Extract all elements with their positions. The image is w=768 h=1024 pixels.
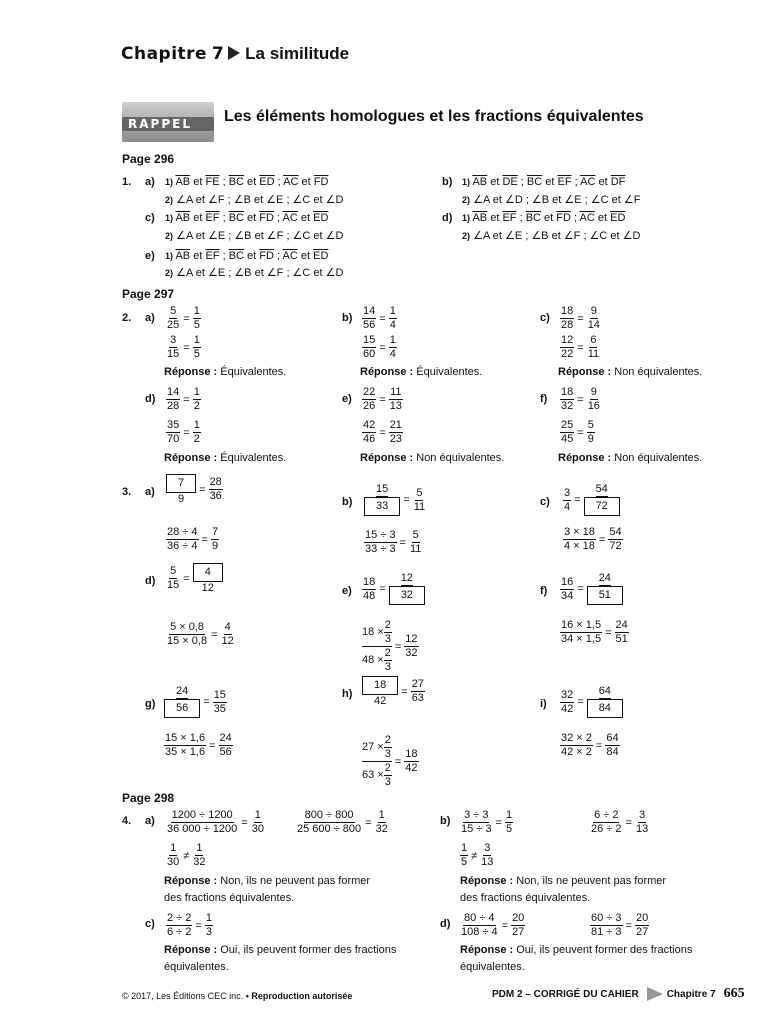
- equals-sign: =: [183, 426, 190, 439]
- q3h-label: h): [342, 688, 353, 700]
- q4a-answer-line-2: des fractions équivalentes.: [164, 892, 295, 904]
- q1e-line2: 2) ∠A et ∠E ; ∠B et ∠F ; ∠C et ∠D: [165, 267, 344, 279]
- answer-box: 7: [166, 474, 196, 493]
- q4d-label: d): [440, 918, 451, 930]
- fraction: $\frac{2}{3}$: [384, 619, 391, 645]
- q3f-label: f): [540, 585, 548, 597]
- q2e-equation-2: [362, 420, 403, 445]
- fraction: $\frac{12}{22}$: [561, 334, 574, 360]
- q2f-answer: Réponse : Non équivalentes.: [558, 452, 703, 464]
- fraction: $\frac{3}{4}$: [564, 486, 571, 513]
- q2e-label: e): [342, 393, 352, 405]
- fraction: $\frac{14}{28}$: [167, 386, 180, 412]
- rappel-badge-text: RAPPEL: [128, 117, 192, 131]
- q1b-label: b): [442, 176, 453, 188]
- q2b-answer: Réponse : Équivalentes.: [360, 366, 483, 378]
- answer-box: 84: [587, 699, 623, 718]
- q3c-label: c): [540, 496, 550, 508]
- fraction: $\frac{5}{11}$: [413, 486, 426, 513]
- chapter-word: Chapitre: [121, 44, 208, 64]
- equals-sign: =: [183, 393, 190, 406]
- fraction: $\frac{24}{56}$: [219, 732, 232, 758]
- fraction: $\frac{1}{5}$: [193, 334, 200, 360]
- fraction: $\frac{20}{27}$: [512, 912, 525, 938]
- q2e-answer: Réponse : Non équivalentes.: [360, 452, 505, 464]
- q2b-equation-2: [362, 335, 397, 360]
- equals-sign: =: [577, 341, 584, 354]
- fraction: $\frac{20}{27}$: [635, 912, 649, 938]
- equals-sign: =: [209, 739, 216, 752]
- q4c-equation: [166, 913, 213, 938]
- fraction: $\frac{5}{9}$: [587, 419, 594, 445]
- equals-sign: =: [595, 739, 603, 752]
- fraction-boxed-denominator: $\frac{15}{33}$: [364, 484, 400, 516]
- footer-copyright: © 2017, Les Éditions CEC inc. • Reproduction autorisée: [122, 991, 353, 1001]
- triangle-arrow-icon: [228, 46, 240, 60]
- not-equal-sign: ≠: [471, 849, 478, 862]
- fraction: $\frac{1}{5}$: [505, 809, 513, 835]
- fraction: $\frac{5}{15}$: [167, 565, 180, 591]
- fraction: $\frac{16}{34}$: [561, 575, 574, 602]
- q3i-label: i): [540, 698, 547, 710]
- q1c-line2: 2) ∠A et ∠E ; ∠B et ∠F ; ∠C et ∠D: [165, 230, 344, 242]
- q4a-label: a): [145, 815, 155, 827]
- answer-box: 18: [362, 676, 398, 695]
- q1b-line1: 1) $\overline{AB}$ et $\overline{DE}$ ; $\overline{BC}$ et $\overline{EF}$ ; $\overline{AC}$ et $\overline{DF}$: [462, 176, 626, 188]
- fraction: $\frac{6}{11}$: [587, 334, 600, 360]
- q2c-label: c): [540, 312, 550, 324]
- fraction: $\frac{7}{9}$: [211, 526, 219, 552]
- q4d-answer-line-2: équivalentes.: [460, 961, 525, 973]
- equals-sign: =: [394, 755, 402, 768]
- q3h-calculation: [362, 735, 419, 788]
- page-296-label: Page 296: [122, 152, 175, 166]
- fraction: $\frac{21}{23}$: [389, 419, 402, 445]
- fraction: $\frac{4}{12}$: [221, 621, 234, 647]
- equals-sign: =: [183, 312, 190, 325]
- page-297-label: Page 297: [122, 287, 175, 301]
- equals-sign: =: [625, 816, 632, 829]
- fraction: $\frac{1}{4}$: [389, 334, 396, 360]
- equals-sign: =: [183, 572, 190, 585]
- q2f-equation-1: [560, 387, 601, 412]
- footer-right: [492, 986, 745, 1002]
- chapter-header: [121, 44, 349, 64]
- fraction-boxed-denominator: $\frac{54}{72}$: [584, 484, 620, 516]
- q1d-line2: 2) ∠A et ∠E ; ∠B et ∠F ; ∠C et ∠D: [462, 230, 641, 242]
- equals-sign: =: [211, 628, 218, 641]
- compound-fraction: 18 × $\frac{2}{3}$ 48 × $\frac{2}{3}$: [362, 619, 391, 673]
- fraction: $\frac{5}{25}$: [167, 305, 180, 331]
- equals-sign: =: [577, 583, 584, 595]
- equals-sign: =: [605, 626, 612, 639]
- fraction: $\frac{18}{48}$: [363, 575, 376, 602]
- question-1-number: 1.: [122, 176, 132, 188]
- fraction-boxed-denominator: $\frac{12}{32}$: [389, 573, 425, 605]
- q2c-equation-2: [560, 335, 600, 360]
- fraction-boxed-denominator: $\frac{24}{56}$: [164, 686, 200, 718]
- fraction: $\frac{60 \div 3}{81 \div 3}$: [591, 912, 622, 938]
- equals-sign: =: [379, 312, 386, 325]
- fraction: $\frac{16 \times 1,5}{34 \times 1,5}$: [561, 619, 602, 645]
- q4c-label: c): [145, 918, 155, 930]
- q1b-line2: 2) ∠A et ∠D ; ∠B et ∠E ; ∠C et ∠F: [462, 194, 641, 206]
- q3i-calculation: [560, 733, 620, 758]
- fraction: $\frac{1}{5}$: [193, 305, 200, 331]
- equals-sign: =: [598, 533, 606, 546]
- q3b-calculation: [364, 530, 422, 555]
- fraction: $\frac{3}{15}$: [167, 334, 180, 360]
- equals-sign: =: [577, 696, 584, 708]
- q3h-equation: [362, 676, 425, 707]
- fraction: $\frac{22}{26}$: [363, 386, 376, 412]
- fraction: $\frac{800 \div 800}{25 600 \div 800}$: [297, 809, 362, 835]
- answer-box: 72: [584, 497, 620, 516]
- q3d-equation: [166, 563, 223, 594]
- q4c-answer-line-2: équivalentes.: [164, 961, 229, 973]
- q3d-label: d): [145, 575, 156, 587]
- q3d-calculation: [166, 622, 235, 647]
- fraction: $\frac{80 \div 4}{108 \div 4}$: [461, 912, 498, 938]
- equals-sign: =: [365, 816, 372, 829]
- q3f-equation: [560, 573, 623, 605]
- q3c-calculation: [563, 527, 623, 552]
- fraction: $\frac{1}{4}$: [389, 305, 396, 331]
- answer-box: 33: [364, 497, 400, 516]
- q2a-equation-2: [166, 335, 201, 360]
- q4a-equation-1: [166, 810, 265, 835]
- equals-sign: =: [201, 533, 208, 546]
- fraction: $\frac{11}{13}$: [389, 386, 402, 412]
- fraction-boxed-denominator: $\frac{24}{51}$: [587, 573, 623, 605]
- fraction: $\frac{1}{30}$: [251, 809, 264, 835]
- footer-page-number: 665: [723, 986, 745, 1001]
- fraction: $\frac{24}{51}$: [615, 619, 628, 645]
- fraction: $\frac{9}{14}$: [587, 305, 600, 331]
- fraction: $\frac{9}{16}$: [587, 386, 600, 412]
- fraction: $\frac{1}{2}$: [193, 419, 200, 445]
- answer-box: 51: [587, 586, 623, 605]
- equals-sign: =: [577, 312, 584, 325]
- footer-arrow-icon: [647, 987, 663, 1001]
- q3g-label: g): [145, 698, 156, 710]
- fraction-boxed-numerator: $\frac{4}{12}$: [193, 563, 223, 594]
- fraction: $\frac{5}{11}$: [409, 529, 422, 555]
- fraction: $\frac{3}{13}$: [635, 809, 649, 835]
- q3b-label: b): [342, 496, 353, 508]
- equals-sign: =: [495, 816, 502, 829]
- fraction: $\frac{42}{46}$: [363, 419, 376, 445]
- q3b-equation: [364, 484, 426, 516]
- q2a-equation-1: [166, 306, 201, 331]
- fraction: $\frac{2}{3}$: [384, 762, 391, 788]
- q2d-equation-2: [166, 420, 201, 445]
- fraction: $\frac{18}{28}$: [561, 305, 574, 331]
- chapter-title: La similitude: [245, 44, 350, 63]
- q1e-label: e): [145, 250, 155, 262]
- q4b-label: b): [440, 815, 451, 827]
- fraction: $\frac{2}{3}$: [384, 734, 391, 760]
- fraction-boxed-denominator: $\frac{64}{84}$: [587, 686, 623, 718]
- q2d-equation-1: [166, 387, 201, 412]
- fraction: $\frac{15 \times 1,6}{35 \times 1,6}$: [165, 732, 206, 758]
- q2b-equation-1: [362, 306, 397, 331]
- equals-sign: =: [183, 341, 190, 354]
- fraction: $\frac{15}{35}$: [213, 688, 226, 715]
- q2a-answer: Réponse : Équivalentes.: [164, 366, 287, 378]
- fraction: $\frac{32 \times 2}{42 \times 2}$: [561, 732, 592, 758]
- q4d-answer-line-1: Réponse : Oui, ils peuvent former des fractions: [460, 944, 693, 956]
- fraction-boxed-numerator: $\frac{7}{9}$: [166, 474, 196, 505]
- fraction: $\frac{2 \div 2}{6 \div 2}$: [167, 912, 192, 938]
- equals-sign: =: [401, 685, 408, 698]
- q3e-label: e): [342, 585, 352, 597]
- fraction: $\frac{3 \div 3}{15 \div 3}$: [461, 809, 492, 835]
- fraction: $\frac{35}{70}$: [167, 419, 180, 445]
- q2c-answer: Réponse : Non équivalentes.: [558, 366, 703, 378]
- q2e-equation-1: [362, 387, 403, 412]
- fraction: $\frac{6 \div 2}{26 \div 2}$: [591, 809, 622, 835]
- q3a-calculation: [166, 527, 219, 552]
- q3e-calculation: [362, 620, 419, 673]
- fraction: $\frac{18}{32}$: [561, 386, 574, 412]
- fraction: 1 30: [167, 842, 180, 868]
- equals-sign: =: [199, 483, 206, 496]
- equals-sign: =: [379, 341, 386, 354]
- fraction: 1 5: [461, 842, 468, 868]
- fraction: $\frac{15}{60}$: [363, 334, 376, 360]
- fraction: $\frac{28 \div 4}{36 \div 4}$: [167, 526, 198, 552]
- fraction: $\frac{32}{42}$: [561, 688, 574, 715]
- rappel-title: Les éléments homologues et les fractions équivalentes: [224, 108, 644, 125]
- fraction: $\frac{12}{32}$: [405, 633, 418, 659]
- fraction: $\frac{1}{2}$: [193, 386, 200, 412]
- fraction: $\frac{25}{45}$: [561, 419, 574, 445]
- equals-sign: =: [379, 426, 386, 439]
- q2f-label: f): [540, 393, 548, 405]
- fraction: $\frac{1}{32}$: [375, 809, 388, 835]
- equals-sign: =: [394, 640, 402, 653]
- q1c-label: c): [145, 212, 155, 224]
- q1d-label: d): [442, 212, 453, 224]
- q1c-line1: 1) $\overline{AB}$ et $\overline{EF}$ ; $\overline{BC}$ et $\overline{FD}$ ; $\overline{AC}$ et $\overline{ED}$: [165, 212, 329, 224]
- q1d-line1: 1) $\overline{AB}$ et $\overline{EF}$ ; $\overline{BC}$ et $\overline{FD}$ ; $\overline{AC}$ et $\overline{ED}$: [462, 212, 626, 224]
- q3c-equation: [563, 484, 620, 516]
- equals-sign: =: [379, 583, 386, 595]
- equals-sign: =: [379, 393, 386, 406]
- footer-book: PDM 2 – CORRIGÉ DU CAHIER: [492, 988, 639, 1000]
- fraction: $\frac{18}{42}$: [405, 748, 418, 774]
- fraction: 3 13: [481, 842, 494, 868]
- answer-box: 56: [164, 699, 200, 718]
- fraction: $\frac{2}{3}$: [384, 647, 391, 673]
- fraction: $\frac{15 \div 3}{33 \div 3}$: [365, 529, 396, 555]
- equals-sign: =: [241, 816, 248, 829]
- fraction: $\frac{27}{63}$: [411, 678, 424, 704]
- q4a-comparison: [166, 843, 207, 868]
- equals-sign: =: [577, 426, 584, 439]
- equals-sign: =: [203, 696, 210, 708]
- fraction: $\frac{1200 \div 1200}{36 000 \div 1200}$: [167, 809, 238, 835]
- q4b-answer-line-2: des fractions équivalentes.: [460, 892, 591, 904]
- fraction: 1 32: [193, 842, 206, 868]
- page-298-label: Page 298: [122, 791, 175, 805]
- q4b-equation-1: [460, 810, 513, 835]
- equals-sign: =: [195, 919, 202, 932]
- q3e-equation: [362, 573, 425, 605]
- q3i-equation: [560, 686, 623, 718]
- fraction: $\frac{3 \times 18}{4 \times 18}$: [564, 526, 595, 552]
- q2d-label: d): [145, 393, 156, 405]
- question-4-number: 4.: [122, 815, 132, 827]
- chapter-number: 7: [211, 44, 224, 64]
- equals-sign: =: [625, 919, 632, 932]
- equals-sign: =: [577, 393, 584, 406]
- q3f-calculation: [560, 620, 629, 645]
- q2a-label: a): [145, 312, 155, 324]
- answer-box: 32: [389, 586, 425, 605]
- q3g-equation: [164, 686, 227, 718]
- equals-sign: =: [403, 494, 410, 506]
- answer-box: 4: [193, 563, 223, 582]
- q4d-equation-1: [460, 913, 525, 938]
- q1a-line2: 2) ∠A et ∠F ; ∠B et ∠E ; ∠C et ∠D: [165, 194, 344, 206]
- q4c-answer-line-1: Réponse : Oui, ils peuvent former des fractions: [164, 944, 397, 956]
- question-3-number: 3.: [122, 486, 132, 498]
- q4d-equation-2: [590, 913, 649, 938]
- q1e-line1: 1) $\overline{AB}$ et $\overline{EF}$ ; $\overline{BC}$ et $\overline{FD}$ ; $\overline{AC}$ et $\overline{ED}$: [165, 250, 329, 262]
- fraction: $\frac{28}{36}$: [209, 476, 222, 502]
- q2d-answer: Réponse : Équivalentes.: [164, 452, 287, 464]
- fraction-boxed-numerator: $\frac{18}{42}$: [362, 676, 398, 707]
- q1a-label: a): [145, 176, 155, 188]
- footer-chapter: Chapitre 7: [666, 988, 716, 1000]
- q4a-equation-2: [296, 810, 389, 835]
- fraction: $\frac{64}{84}$: [606, 732, 619, 758]
- q2f-equation-2: [560, 420, 595, 445]
- not-equal-sign: ≠: [183, 849, 190, 862]
- fraction: $\frac{1}{3}$: [205, 912, 212, 938]
- fraction: $\frac{5 \times 0,8}{15 \times 0,8}$: [167, 621, 208, 647]
- q3g-calculation: [164, 733, 233, 758]
- q4b-answer-line-1: Réponse : Non, ils ne peuvent pas former: [460, 875, 667, 887]
- compound-fraction: 27 × $\frac{2}{3}$ 63 × $\frac{2}{3}$: [362, 734, 391, 788]
- equals-sign: =: [501, 919, 509, 932]
- q3a-equation: [166, 474, 223, 505]
- q3a-label: a): [145, 486, 155, 498]
- q2c-equation-1: [560, 306, 601, 331]
- q4b-comparison: [460, 843, 494, 868]
- fraction: $\frac{54}{72}$: [609, 526, 622, 552]
- q4a-answer-line-1: Réponse : Non, ils ne peuvent pas former: [164, 875, 371, 887]
- q2b-label: b): [342, 312, 353, 324]
- q4b-equation-2: [590, 810, 649, 835]
- question-2-number: 2.: [122, 312, 132, 324]
- rappel-badge: [122, 102, 214, 142]
- equals-sign: =: [399, 536, 406, 549]
- fraction: $\frac{14}{56}$: [363, 305, 376, 331]
- q1a-line1: 1) $\overline{AB}$ et $\overline{FE}$ ; $\overline{BC}$ et $\overline{ED}$ ; $\overline{AC}$ et $\overline{FD}$: [165, 176, 329, 188]
- equals-sign: =: [574, 494, 581, 506]
